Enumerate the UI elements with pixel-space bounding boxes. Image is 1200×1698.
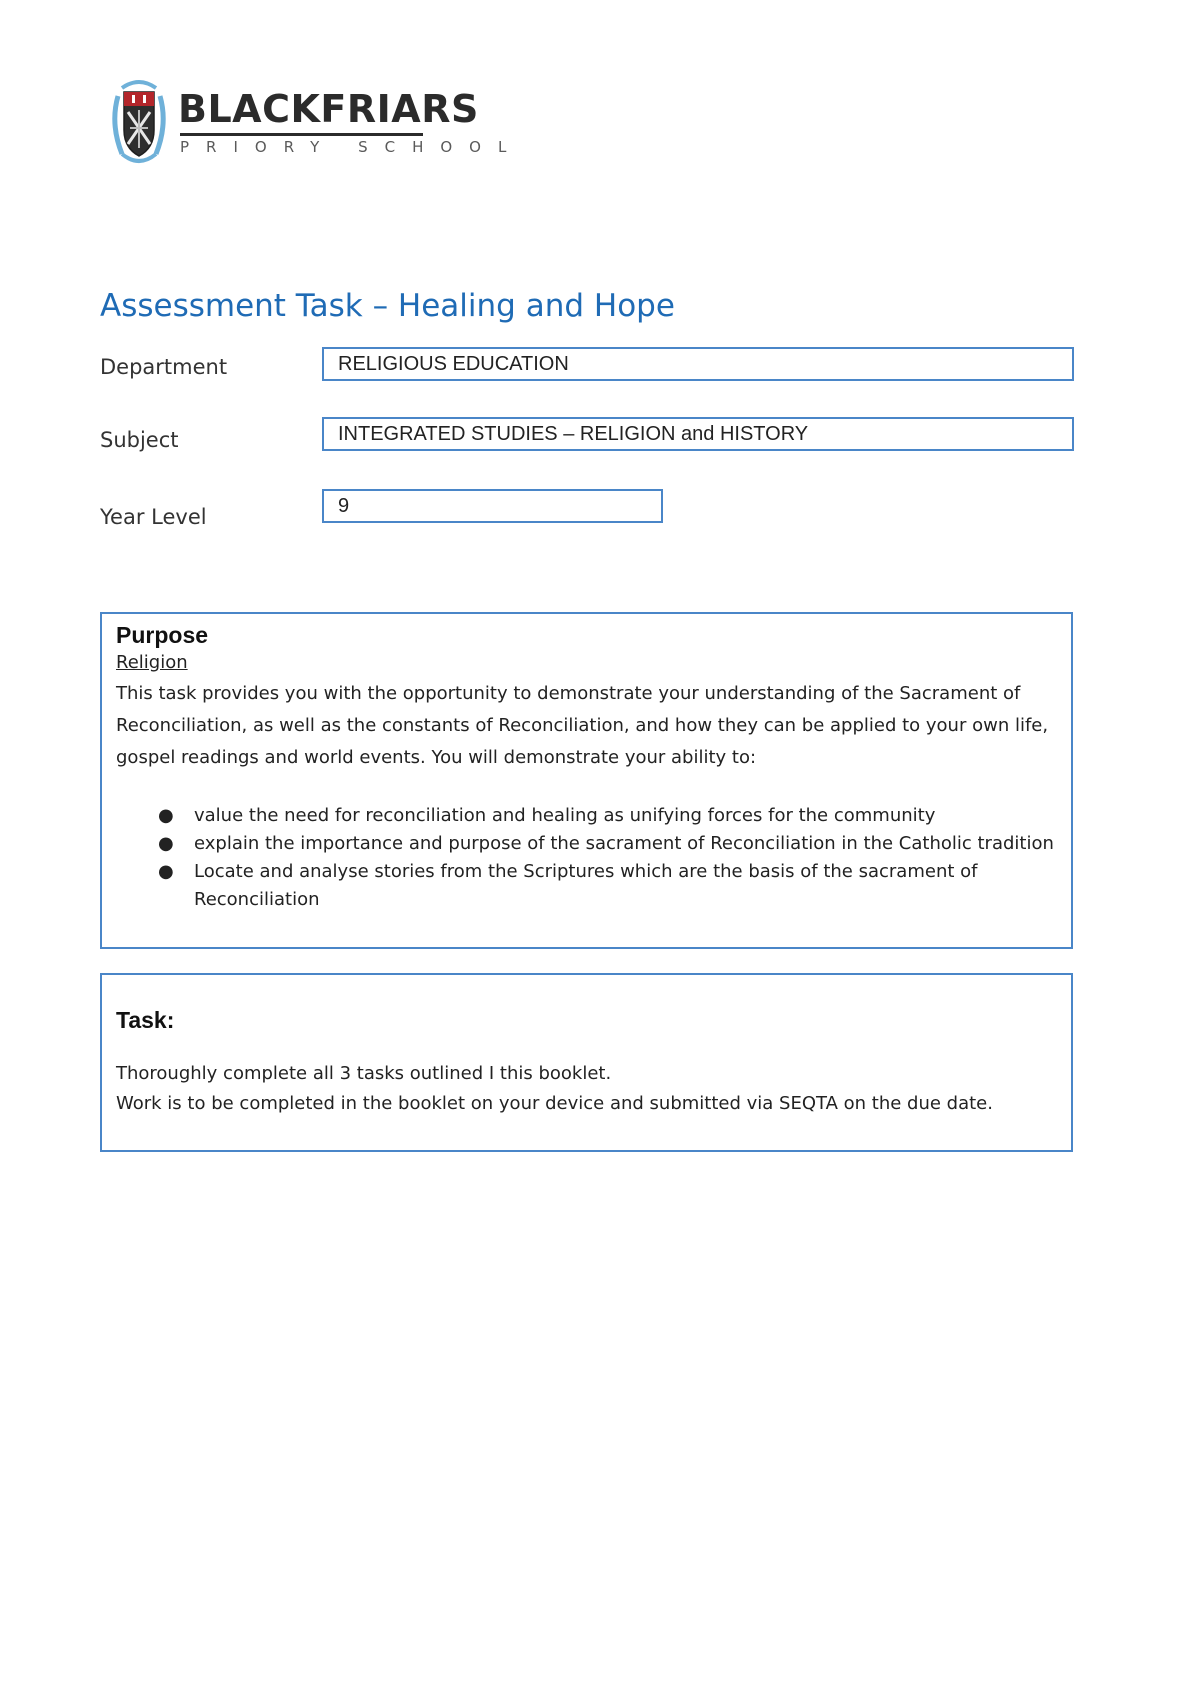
bullet-icon: ● — [158, 833, 174, 854]
subject-field[interactable]: INTEGRATED STUDIES – RELIGION and HISTORY — [322, 417, 1074, 451]
page-title: Assessment Task – Healing and Hope — [100, 288, 675, 324]
school-crest-icon — [108, 78, 170, 170]
task-heading: Task: — [116, 1007, 175, 1033]
bullet-text: value the need for reconciliation and healing as unifying forces for the community — [194, 805, 936, 826]
list-item — [116, 830, 1065, 858]
task-line: Work is to be completed in the booklet on your device and submitted via SEQTA on the due date. — [116, 1093, 993, 1114]
list-item — [116, 858, 1065, 914]
logo-wordmark: BLACKFRIARS — [178, 87, 479, 131]
bullet-icon: ● — [158, 805, 174, 826]
purpose-bullets — [116, 802, 1065, 914]
purpose-subheading: Religion — [116, 652, 188, 673]
subject-label: Subject — [100, 428, 179, 452]
bullet-text: explain the importance and purpose of the sacrament of Reconciliation in the Catholic tradition — [194, 833, 1054, 854]
logo-subtitle: PRIORY SCHOOL — [180, 138, 524, 156]
department-field[interactable]: RELIGIOUS EDUCATION — [322, 347, 1074, 381]
task-panel — [100, 973, 1073, 1152]
bullet-icon: ● — [158, 861, 174, 882]
list-item — [116, 802, 1065, 830]
task-line: Thoroughly complete all 3 tasks outlined I this booklet. — [116, 1063, 612, 1084]
logo-divider — [180, 133, 423, 136]
department-label: Department — [100, 355, 228, 379]
purpose-heading: Purpose — [116, 622, 209, 648]
year-level-field[interactable]: 9 — [322, 489, 663, 523]
purpose-panel — [100, 612, 1073, 949]
bullet-text: Locate and analyse stories from the Scriptures which are the basis of the sacrament of Reconciliation — [194, 861, 978, 910]
school-logo — [108, 78, 524, 170]
purpose-intro: This task provides you with the opportunity to demonstrate your understanding of the Sacrament of Reconciliation, as well as the constants of Reconciliation, and how they can be applied to your own life, gospel readings and world events. You will demonstrate your ability to: — [116, 683, 1049, 768]
year-level-label: Year Level — [100, 505, 207, 529]
